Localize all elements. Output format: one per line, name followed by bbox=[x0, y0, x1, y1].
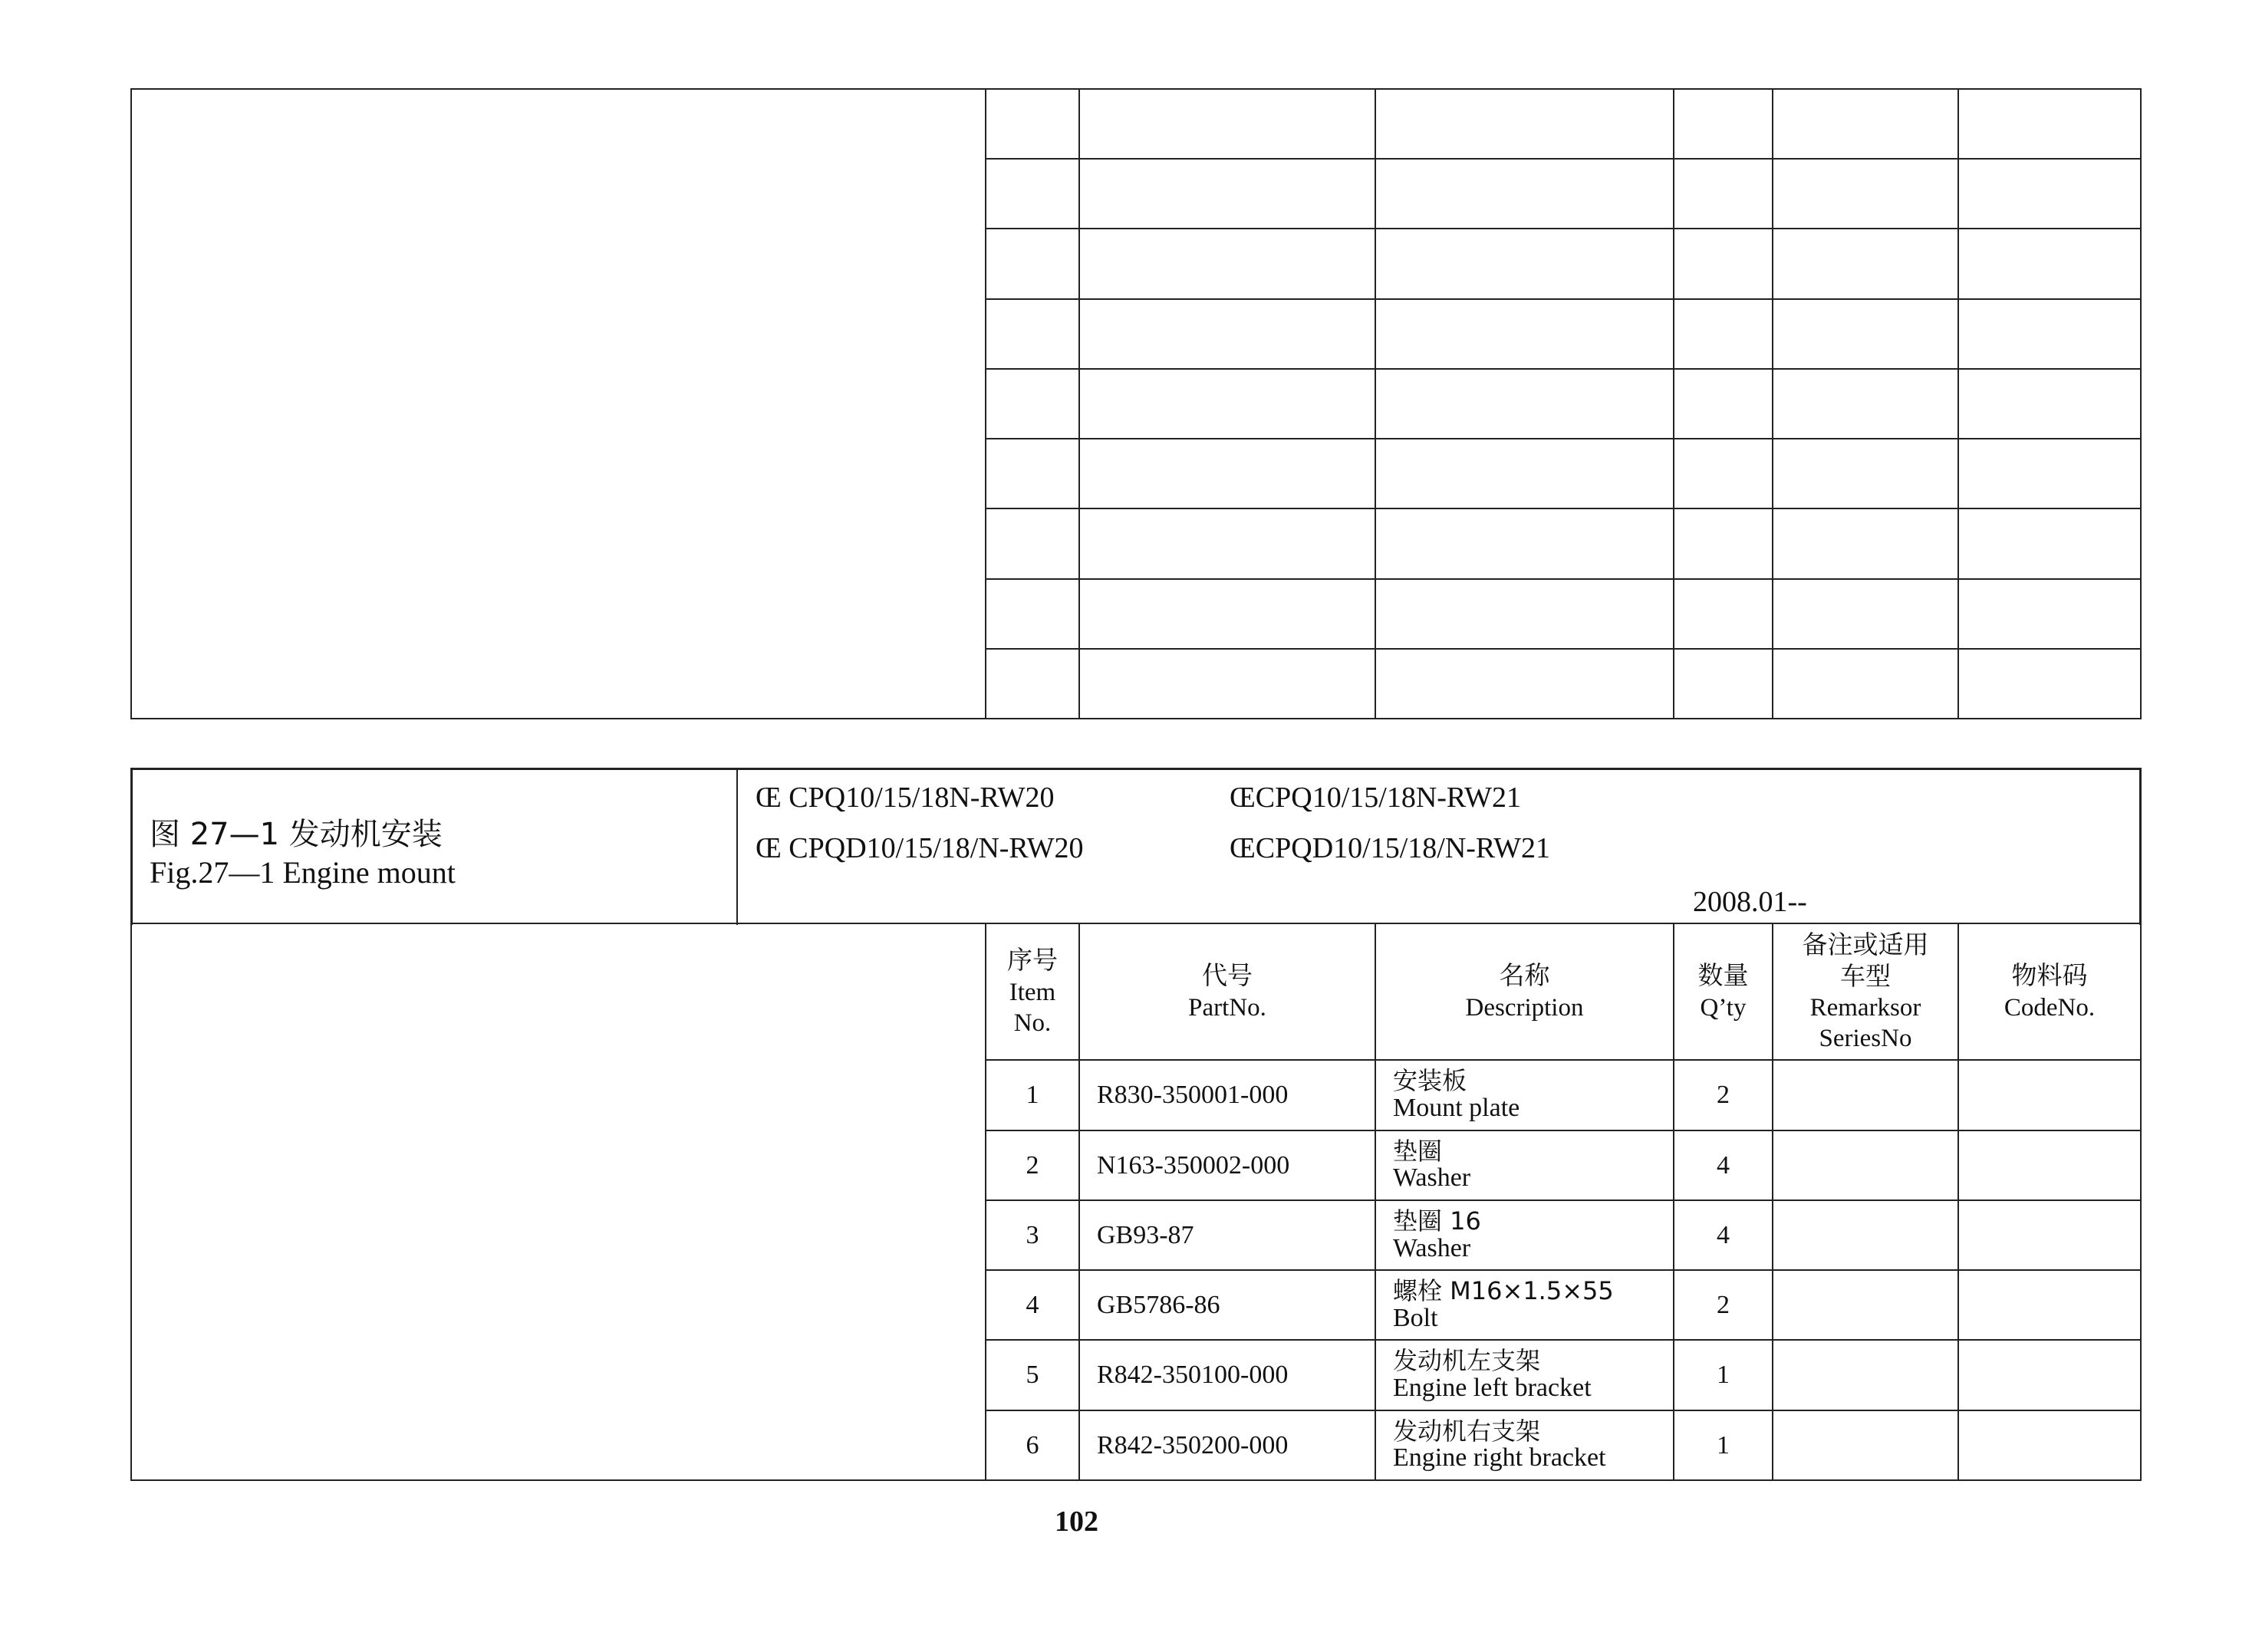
remarks bbox=[1773, 1410, 1958, 1480]
figure-area bbox=[131, 923, 986, 1480]
empty-cell bbox=[986, 299, 1079, 369]
parts-table bbox=[130, 923, 2142, 1481]
empty-cell bbox=[1079, 649, 1375, 719]
empty-cell bbox=[1375, 369, 1674, 439]
header-text: 备注或适用 bbox=[1802, 929, 1929, 959]
header-text: 物料码 bbox=[2011, 960, 2088, 991]
model-mark: Œ bbox=[756, 832, 782, 864]
part-no: GB5786-86 bbox=[1079, 1270, 1375, 1340]
description-en: Bolt bbox=[1393, 1303, 1438, 1332]
date: 2008.01-- bbox=[1693, 886, 1807, 918]
header-text: No. bbox=[1013, 1009, 1052, 1037]
description bbox=[1375, 1130, 1674, 1200]
empty-cell bbox=[986, 579, 1079, 649]
code-no bbox=[1958, 1340, 2141, 1410]
header-text: 数量 bbox=[1697, 960, 1749, 991]
figure-area bbox=[131, 89, 986, 719]
quantity: 4 bbox=[1674, 1130, 1773, 1200]
model-2 bbox=[756, 831, 1084, 865]
empty-cell bbox=[986, 508, 1079, 578]
item-no: 2 bbox=[986, 1130, 1079, 1200]
code-no bbox=[1958, 1270, 2141, 1340]
empty-cell bbox=[1958, 159, 2141, 229]
empty-cell bbox=[986, 369, 1079, 439]
empty-cell bbox=[986, 229, 1079, 298]
header-text: Item bbox=[1009, 978, 1056, 1006]
code-no bbox=[1958, 1410, 2141, 1480]
empty-cell bbox=[1674, 89, 1773, 159]
remarks bbox=[1773, 1060, 1958, 1130]
description bbox=[1375, 1200, 1674, 1270]
empty-cell bbox=[1375, 439, 1674, 508]
header-text: SeriesNo bbox=[1819, 1025, 1912, 1053]
code-no bbox=[1958, 1060, 2141, 1130]
description-zh: 螺栓 M16×1.5×55 bbox=[1393, 1276, 1614, 1306]
header-description bbox=[1375, 923, 1674, 1060]
empty-cell bbox=[1958, 508, 2141, 578]
table-header-row bbox=[131, 923, 2141, 1060]
quantity: 1 bbox=[1674, 1410, 1773, 1480]
description-en: Engine right bracket bbox=[1393, 1443, 1606, 1473]
description-zh: 垫圈 16 bbox=[1393, 1206, 1481, 1236]
header-text: PartNo. bbox=[1188, 993, 1266, 1022]
code-no bbox=[1958, 1200, 2141, 1270]
quantity: 4 bbox=[1674, 1200, 1773, 1270]
header-item bbox=[986, 923, 1079, 1060]
empty-cell bbox=[1958, 369, 2141, 439]
header-text: Q’ty bbox=[1700, 993, 1747, 1022]
empty-cell bbox=[1079, 89, 1375, 159]
empty-cell bbox=[1773, 369, 1958, 439]
remarks bbox=[1773, 1200, 1958, 1270]
empty-cell bbox=[1079, 159, 1375, 229]
empty-cell bbox=[1674, 508, 1773, 578]
part-no: GB93-87 bbox=[1079, 1200, 1375, 1270]
empty-cell bbox=[1375, 508, 1674, 578]
description bbox=[1375, 1060, 1674, 1130]
empty-cell bbox=[1773, 508, 1958, 578]
remarks bbox=[1773, 1340, 1958, 1410]
item-no: 1 bbox=[986, 1060, 1079, 1130]
empty-cell bbox=[1773, 579, 1958, 649]
model-mark: Œ bbox=[1230, 832, 1256, 864]
quantity: 2 bbox=[1674, 1060, 1773, 1130]
quantity: 2 bbox=[1674, 1270, 1773, 1340]
model-name: CPQD10/15/18/N-RW21 bbox=[1255, 832, 1551, 864]
description-zh: 安装板 bbox=[1393, 1066, 1467, 1096]
empty-cell bbox=[1079, 229, 1375, 298]
model-mark: Œ bbox=[756, 782, 782, 814]
empty-cell bbox=[1773, 229, 1958, 298]
part-no: R830-350001-000 bbox=[1079, 1060, 1375, 1130]
empty-cell bbox=[1079, 439, 1375, 508]
empty-cell bbox=[1773, 159, 1958, 229]
model-name: CPQ10/15/18N-RW21 bbox=[1255, 782, 1522, 814]
empty-cell bbox=[1375, 579, 1674, 649]
empty-cell bbox=[1958, 89, 2141, 159]
description-zh: 发动机左支架 bbox=[1393, 1346, 1541, 1376]
empty-cell bbox=[1375, 299, 1674, 369]
remarks bbox=[1773, 1270, 1958, 1340]
header-text: CodeNo. bbox=[2004, 993, 2096, 1022]
page-number: 102 bbox=[1055, 1506, 1098, 1538]
empty-cell bbox=[1773, 89, 1958, 159]
empty-cell bbox=[986, 159, 1079, 229]
empty-cell bbox=[986, 439, 1079, 508]
part-no: R842-350200-000 bbox=[1079, 1410, 1375, 1480]
header-code-no bbox=[1958, 923, 2141, 1060]
model-1 bbox=[756, 781, 1055, 814]
empty-cell bbox=[1079, 508, 1375, 578]
item-no: 4 bbox=[986, 1270, 1079, 1340]
description bbox=[1375, 1410, 1674, 1480]
model-4 bbox=[1230, 831, 1550, 865]
remarks bbox=[1773, 1130, 1958, 1200]
item-no: 6 bbox=[986, 1410, 1079, 1480]
model-name: CPQ10/15/18N-RW20 bbox=[789, 782, 1055, 814]
header-text: Remarksor bbox=[1809, 994, 1921, 1022]
figure-caption bbox=[133, 770, 738, 925]
empty-cell bbox=[1773, 649, 1958, 719]
empty-cell bbox=[1958, 649, 2141, 719]
description-en: Mount plate bbox=[1393, 1094, 1520, 1123]
empty-cell bbox=[1375, 649, 1674, 719]
empty-cell bbox=[1958, 299, 2141, 369]
description-zh: 发动机右支架 bbox=[1393, 1416, 1541, 1446]
part-no: R842-350100-000 bbox=[1079, 1340, 1375, 1410]
empty-cell bbox=[1375, 159, 1674, 229]
empty-cell bbox=[986, 89, 1079, 159]
empty-cell bbox=[1958, 439, 2141, 508]
empty-cell bbox=[1958, 579, 2141, 649]
header-text: 代号 bbox=[1202, 960, 1253, 991]
header-text: 序号 bbox=[1007, 945, 1058, 976]
figure-header bbox=[130, 768, 2142, 925]
empty-cell bbox=[1674, 299, 1773, 369]
quantity: 1 bbox=[1674, 1340, 1773, 1410]
description-en: Engine left bracket bbox=[1393, 1374, 1592, 1403]
header-qty bbox=[1674, 923, 1773, 1060]
item-no: 3 bbox=[986, 1200, 1079, 1270]
empty-cell bbox=[1674, 579, 1773, 649]
description bbox=[1375, 1340, 1674, 1410]
empty-cell bbox=[986, 649, 1079, 719]
empty-cell bbox=[1674, 439, 1773, 508]
upper-parts-table bbox=[130, 88, 2142, 719]
empty-cell bbox=[1079, 299, 1375, 369]
empty-cell bbox=[1674, 649, 1773, 719]
item-no: 5 bbox=[986, 1340, 1079, 1410]
caption-english: Fig.27—1 Engine mount bbox=[150, 855, 456, 890]
description-en: Washer bbox=[1393, 1163, 1471, 1193]
description-zh: 垫圈 bbox=[1393, 1136, 1443, 1166]
empty-cell bbox=[1375, 89, 1674, 159]
header-text: 名称 bbox=[1499, 960, 1550, 991]
header-text: 车型 bbox=[1840, 960, 1891, 991]
empty-cell bbox=[1674, 369, 1773, 439]
empty-cell bbox=[1375, 229, 1674, 298]
empty-cell bbox=[1079, 369, 1375, 439]
model-3 bbox=[1230, 781, 1521, 814]
code-no bbox=[1958, 1130, 2141, 1200]
part-no: N163-350002-000 bbox=[1079, 1130, 1375, 1200]
description-en: Washer bbox=[1393, 1233, 1471, 1262]
header-part-no bbox=[1079, 923, 1375, 1060]
empty-cell bbox=[1079, 579, 1375, 649]
empty-cell bbox=[1773, 439, 1958, 508]
caption-chinese: 图 27—1 发动机安装 bbox=[150, 817, 443, 852]
empty-cell bbox=[1674, 229, 1773, 298]
model-name: CPQD10/15/18/N-RW20 bbox=[789, 832, 1084, 864]
header-remarks bbox=[1773, 923, 1958, 1060]
empty-cell bbox=[1674, 159, 1773, 229]
empty-row bbox=[131, 89, 2141, 159]
empty-cell bbox=[1958, 229, 2141, 298]
empty-cell bbox=[1773, 299, 1958, 369]
model-mark: Œ bbox=[1230, 782, 1256, 814]
header-text: Description bbox=[1465, 993, 1584, 1022]
description bbox=[1375, 1270, 1674, 1340]
